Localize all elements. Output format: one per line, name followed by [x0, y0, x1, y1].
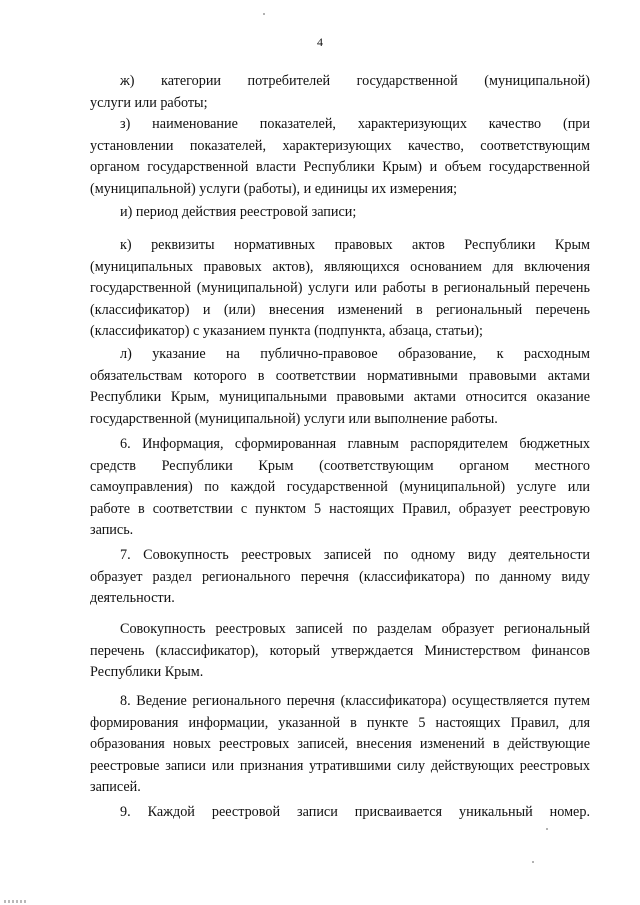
text-line: 9. Каждой реестровой записи присваивается уникальный номер.: [120, 804, 590, 820]
text-line: запись.: [90, 522, 134, 538]
text-line: ж) категории потребителей государственной (муниципальной): [120, 73, 590, 89]
text-line: средств Республики Крым (соответствующим органом местного: [90, 457, 590, 474]
text-line: записей.: [90, 779, 141, 795]
text-line: государственной (муниципальной) услуги или работы в региональный перечень: [90, 280, 590, 296]
page-number: 4: [317, 35, 323, 49]
text-line: образует раздел регионального перечня (классификатора) по данному виду: [90, 568, 590, 585]
text-line: (классификатор) с указанием пункта (подпункта, абзаца, статьи);: [90, 323, 483, 339]
paragraph-item-z: [90, 114, 590, 200]
paragraph-item-k: [90, 235, 590, 343]
text-line: формирования информации, указанной в пункте 5 настоящих Правил, для: [90, 714, 590, 731]
text-line: деятельности.: [90, 590, 175, 606]
scan-speck: [263, 13, 265, 15]
text-line: установлении показателей, характеризующих качество, соответствующим: [90, 137, 590, 154]
text-line: реестровые записи или признания утратившими силу действующих реестровых: [90, 757, 590, 774]
text-line: органом государственной власти Республики Крым) и объем государственной: [90, 159, 590, 175]
text-line: з) наименование показателей, характеризующих качество (при: [120, 116, 590, 132]
text-line: (классификатор) и (или) внесения изменений в региональный перечень: [90, 301, 590, 318]
paragraph-9: [90, 802, 590, 824]
text-line: л) указание на публично-правовое образование, к расходным: [120, 346, 590, 362]
text-line: Республики Крым, муниципальными правовыми актами относится оказание: [90, 389, 590, 405]
scan-speck: [546, 828, 548, 830]
text-line: услуги или работы;: [90, 94, 208, 111]
scan-speck: [532, 861, 534, 863]
text-line: и) период действия реестровой записи;: [120, 204, 357, 220]
scan-edge-mark: [4, 900, 26, 903]
text-line: Совокупность реестровых записей по разделам образует региональный: [120, 621, 590, 637]
paragraph-item-i: [90, 202, 590, 224]
text-line: 7. Совокупность реестровых записей по одному виду деятельности: [120, 547, 590, 563]
text-line: государственной (муниципальной) услуги или выполнение работы.: [90, 410, 498, 427]
paragraph-item-zh: [90, 71, 590, 114]
paragraph-7-continued: [90, 619, 590, 684]
paragraph-6: [90, 434, 590, 542]
text-line: 6. Информация, сформированная главным распорядителем бюджетных: [120, 436, 590, 452]
text-line: работе в соответствии с пунктом 5 настоящих Правил, образует реестровую: [90, 500, 590, 517]
text-line: образования новых реестровых записей, внесения изменений в действующие: [90, 736, 590, 752]
text-line: (муниципальных правовых актов), являющихся основанием для включения: [90, 258, 590, 275]
text-line: обязательствам которого в соответствии нормативными правовыми актами: [90, 367, 590, 384]
text-line: к) реквизиты нормативных правовых актов Республики Крым: [120, 237, 590, 253]
text-line: 8. Ведение регионального перечня (классификатора) осуществляется путем: [120, 693, 590, 709]
paragraph-8: [90, 691, 590, 799]
text-line: самоуправления) по каждой государственной (муниципальной) услуге или: [90, 479, 590, 495]
paragraph-7: [90, 545, 590, 610]
text-line: Республики Крым.: [90, 664, 204, 680]
paragraph-item-l: [90, 344, 590, 430]
text-line: (муниципальной) услуги (работы), и единицы их измерения;: [90, 180, 458, 197]
text-line: перечень (классификатор), который утверждается Министерством финансов: [90, 642, 590, 659]
